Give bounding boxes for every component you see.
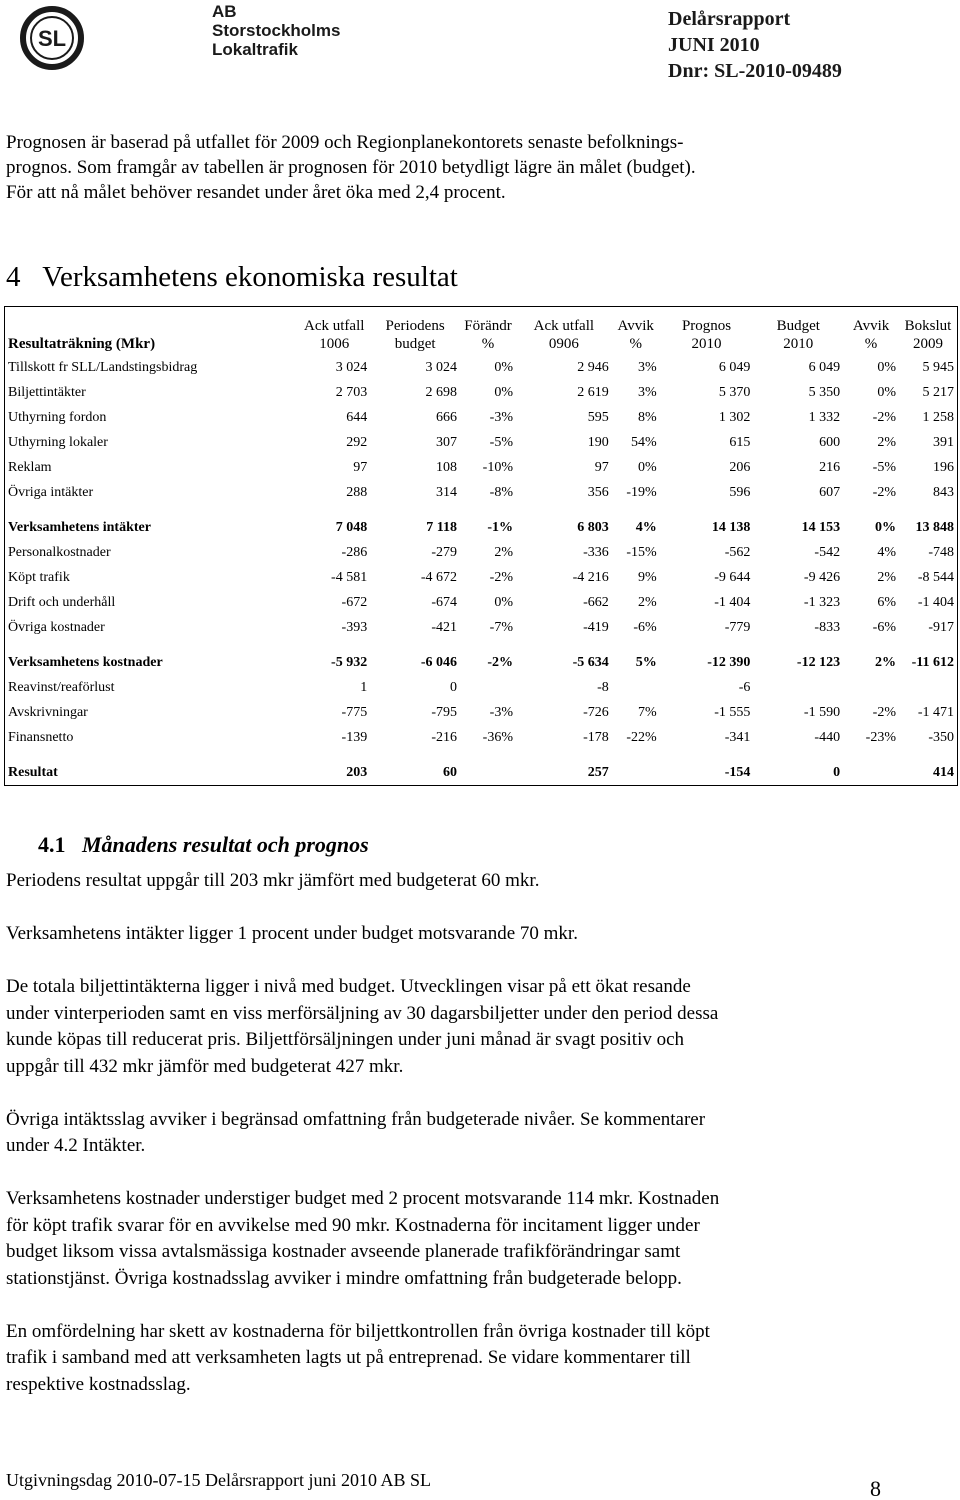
cell-value: -775: [341, 704, 368, 720]
cell-value: -779: [724, 619, 751, 635]
cell-value: 3%: [638, 359, 657, 375]
cell-value: 5 350: [808, 384, 841, 400]
paragraph: Verksamhetens kostnader understiger budget med 2 procent motsvarande 114 mkr. Kostnaden för köpt trafik svarar för en avvikelse med 90 mkr. Kostnaderna för incitament ligger under budget liksom vissa avtalsmässiga kostnader avseende planerade trafikförändringar samt stationstjänst. Övriga kostnadsslag avviker i mindre omfattning från budgeterade belopp.: [6, 1188, 720, 1289]
sl-logo-icon: [20, 6, 84, 70]
cell-value: -12 390: [707, 654, 751, 670]
column-header: Avvik %: [852, 318, 890, 352]
section-number: 4: [6, 261, 21, 293]
cell-value: 4%: [877, 544, 896, 560]
cell-value: -3%: [489, 409, 513, 425]
report-info: [668, 6, 842, 84]
cell-value: [460, 675, 516, 700]
cell-value: [612, 675, 660, 700]
cell-value: 97: [594, 459, 609, 475]
cell-value: 1 302: [718, 409, 751, 425]
cell-value: 6 049: [808, 359, 841, 375]
cell-value: 2%: [877, 434, 896, 450]
cell-value: 2%: [877, 569, 896, 585]
cell-value: 2 619: [577, 384, 609, 400]
footer-text: Utgivningsdag 2010-07-15 Delårsrapport juni 2010 AB SL: [6, 1470, 431, 1490]
table-row: [5, 565, 957, 590]
cell-value: 7 048: [335, 519, 368, 535]
cell-value: 0%: [874, 519, 896, 535]
cell-value: -139: [341, 729, 368, 745]
table-row: [5, 590, 957, 615]
cell-value: 0: [450, 679, 458, 695]
cell-value: -1 404: [714, 594, 751, 610]
cell-value: 2 703: [335, 384, 368, 400]
column-header: Ack utfall 0906: [533, 318, 595, 352]
cell-value: 414: [933, 764, 954, 780]
cell-value: 0%: [494, 359, 513, 375]
cell-value: 391: [933, 434, 954, 450]
row-label: Biljettintäkter: [8, 384, 86, 400]
cell-value: 13 848: [915, 519, 954, 535]
cell-value: 288: [346, 484, 368, 500]
row-label: Verksamhetens intäkter: [8, 519, 151, 535]
cell-value: -9 644: [714, 569, 751, 585]
cell-value: 5 370: [718, 384, 751, 400]
row-label: Finansnetto: [8, 729, 74, 745]
body-text: [6, 868, 956, 1425]
cell-value: -6: [738, 679, 751, 695]
cell-value: 196: [933, 459, 954, 475]
cell-value: 5 945: [922, 359, 954, 375]
cell-value: -216: [431, 729, 458, 745]
cell-value: 0%: [877, 359, 896, 375]
cell-value: -5%: [489, 434, 513, 450]
cell-value: -440: [814, 729, 841, 745]
cell-value: -4 216: [572, 569, 609, 585]
row-label: Uthyrning fordon: [8, 409, 107, 425]
cell-value: 203: [346, 764, 368, 780]
total-row: [5, 760, 957, 785]
cell-value: -833: [814, 619, 841, 635]
cell-value: -421: [431, 619, 458, 635]
cell-value: 2 698: [425, 384, 458, 400]
cell-value: 257: [587, 764, 609, 780]
cell-value: 356: [587, 484, 609, 500]
cell-value: 4%: [635, 519, 657, 535]
cell-value: 644: [346, 409, 368, 425]
cell-value: 2%: [874, 654, 896, 670]
column-header: Ack utfall 1006: [304, 318, 365, 352]
cell-value: -393: [341, 619, 368, 635]
cell-value: 1 332: [808, 409, 841, 425]
cell-value: -279: [431, 544, 458, 560]
subsection-number: 4.1: [38, 832, 66, 857]
spacer-row: [5, 640, 957, 650]
cell-value: -11 612: [911, 654, 954, 670]
company-name: AB Storstockholms Lokaltrafik: [212, 2, 341, 59]
cell-value: 607: [819, 484, 841, 500]
spacer-row: [5, 750, 957, 760]
table-header-row: [5, 307, 957, 355]
row-label: Övriga intäkter: [8, 484, 94, 500]
table-row: [5, 700, 957, 725]
row-label: Uthyrning lokaler: [8, 434, 108, 450]
cell-value: -341: [724, 729, 751, 745]
table-row: [5, 675, 957, 700]
cell-value: [753, 675, 843, 700]
column-header: Periodens budget: [385, 318, 445, 352]
cell-value: 5%: [635, 654, 657, 670]
cell-value: -22%: [626, 729, 657, 745]
total-row: [5, 650, 957, 675]
row-label: Reklam: [8, 459, 52, 475]
cell-value: -1 590: [803, 704, 841, 720]
cell-value: 97: [353, 459, 368, 475]
cell-value: 595: [587, 409, 609, 425]
cell-value: -15%: [626, 544, 657, 560]
cell-value: 596: [729, 484, 751, 500]
subsection-title: Månadens resultat och prognos: [82, 832, 369, 857]
table-row: [5, 480, 957, 505]
total-row: [5, 515, 957, 540]
cell-value: 108: [436, 459, 458, 475]
cell-value: [843, 675, 899, 700]
cell-value: [612, 760, 660, 785]
row-label: Tillskott fr SLL/Landstingsbidrag: [8, 359, 198, 375]
table-row: [5, 430, 957, 455]
cell-value: [899, 675, 957, 700]
cell-value: -419: [583, 619, 609, 635]
income-statement-table: [4, 306, 958, 786]
table-row: [5, 615, 957, 640]
column-header: Bokslut 2009: [904, 318, 952, 352]
cell-value: 54%: [631, 434, 657, 450]
cell-value: -12 123: [796, 654, 841, 670]
cell-value: 7%: [638, 704, 657, 720]
paragraph: Verksamhetens intäkter ligger 1 procent under budget motsvarande 70 mkr.: [6, 923, 578, 944]
cell-value: 314: [436, 484, 458, 500]
cell-value: 307: [436, 434, 458, 450]
cell-value: 615: [729, 434, 751, 450]
cell-value: [843, 760, 899, 785]
cell-value: 216: [819, 459, 841, 475]
cell-value: 14 138: [711, 519, 751, 535]
section-title: Verksamhetens ekonomiska resultat: [42, 261, 458, 293]
cell-value: -8: [597, 679, 609, 695]
cell-value: -662: [583, 594, 609, 610]
row-label: Resultat: [8, 764, 58, 780]
table-row: [5, 725, 957, 750]
column-header: Avvik %: [617, 318, 654, 352]
cell-value: 14 153: [801, 519, 841, 535]
cell-value: -5%: [872, 459, 896, 475]
cell-value: -1 323: [803, 594, 841, 610]
cell-value: -795: [431, 704, 458, 720]
cell-value: -9 426: [803, 569, 841, 585]
cell-value: 0%: [638, 459, 657, 475]
cell-value: 292: [346, 434, 368, 450]
page-number: 8: [870, 1476, 881, 1500]
label-column-header: Resultaträkning (Mkr): [8, 336, 156, 352]
cell-value: 0%: [494, 594, 513, 610]
cell-value: 3 024: [425, 359, 458, 375]
cell-value: -350: [928, 729, 954, 745]
report-dnr: Dnr: SL-2010-09489: [668, 60, 842, 82]
table-row: [5, 380, 957, 405]
cell-value: 843: [933, 484, 954, 500]
paragraph: De totala biljettintäkterna ligger i nivå med budget. Utvecklingen visar på ett ökat resande under vinterperioden samt en viss merförsäljning av 30 dagarsbiljetter under den period dessa kunde köpas till reducerat pris. Biljettförsäljningen under juni månad är svagt positiv och uppgår till 432 mkr jämför med budgeterat 427 mkr.: [6, 976, 719, 1077]
table-row: [5, 540, 957, 565]
row-label: Övriga kostnader: [8, 619, 105, 635]
cell-value: -1 555: [714, 704, 751, 720]
cell-value: -2%: [872, 484, 896, 500]
cell-value: -2%: [487, 654, 513, 670]
cell-value: 0%: [877, 384, 896, 400]
cell-value: 3 024: [335, 359, 368, 375]
cell-value: -286: [341, 544, 368, 560]
cell-value: -6%: [633, 619, 657, 635]
cell-value: -7%: [489, 619, 513, 635]
cell-value: -3%: [489, 704, 513, 720]
cell-value: 3%: [638, 384, 657, 400]
section-heading: [6, 260, 458, 294]
cell-value: -5 932: [331, 654, 368, 670]
cell-value: 6%: [877, 594, 896, 610]
page-header: [0, 0, 960, 100]
cell-value: 9%: [638, 569, 657, 585]
report-period: JUNI 2010: [668, 34, 760, 56]
cell-value: 190: [587, 434, 609, 450]
cell-value: -154: [724, 764, 751, 780]
cell-value: -562: [724, 544, 751, 560]
spacer-row: [5, 505, 957, 515]
logo-letters: SL: [37, 26, 67, 51]
cell-value: -178: [583, 729, 609, 745]
cell-value: 2%: [494, 544, 513, 560]
cell-value: 8%: [638, 409, 657, 425]
cell-value: 60: [443, 764, 458, 780]
paragraph: Periodens resultat uppgår till 203 mkr jämfört med budgeterat 60 mkr.: [6, 870, 540, 891]
cell-value: -336: [583, 544, 609, 560]
cell-value: -8 544: [917, 569, 954, 585]
report-type: Delårsrapport: [668, 8, 791, 30]
intro-paragraph: Prognosen är baserad på utfallet för 2009 och Regionplanekontorets senaste befolknings- prognos. Som framgår av tabellen är prognosen för 2010 betydligt lägre än målet (budget). För att nå målet behöver resandet under året öka med 2,4 procent.: [6, 132, 696, 203]
row-label: Verksamhetens kostnader: [8, 654, 163, 670]
cell-value: 1: [360, 679, 368, 695]
paragraph: En omfördelning har skett av kostnaderna för biljettkontrollen från övriga kostnader till köpt trafik i samband med att verksamheten lagts ut på entreprenad. Se vidare kommentarer till respektive kostnadsslag.: [6, 1320, 710, 1395]
cell-value: -542: [814, 544, 841, 560]
table-row: [5, 355, 957, 380]
cell-value: -726: [583, 704, 609, 720]
column-header: Budget 2010: [776, 318, 820, 352]
column-header: Prognos 2010: [681, 318, 732, 352]
row-label: Personalkostnader: [8, 544, 111, 560]
cell-value: -19%: [626, 484, 657, 500]
column-header: Förändr %: [464, 318, 512, 352]
cell-value: 666: [436, 409, 458, 425]
cell-value: 0: [833, 764, 841, 780]
cell-value: -1%: [487, 519, 513, 535]
paragraph: Övriga intäktsslag avviker i begränsad omfattning från budgeterade nivåer. Se kommentarer under 4.2 Intäkter.: [6, 1108, 706, 1156]
row-label: Reavinst/reaförlust: [8, 679, 115, 695]
cell-value: -917: [928, 619, 954, 635]
table-row: [5, 405, 957, 430]
cell-value: -1 404: [917, 594, 954, 610]
cell-value: 6 049: [718, 359, 751, 375]
cell-value: -748: [928, 544, 954, 560]
table-row: [5, 455, 957, 480]
cell-value: -4 581: [331, 569, 368, 585]
cell-value: -1 471: [917, 704, 954, 720]
cell-value: 2%: [638, 594, 657, 610]
cell-value: 5 217: [922, 384, 954, 400]
cell-value: -5 634: [572, 654, 609, 670]
cell-value: 6 803: [577, 519, 609, 535]
cell-value: 206: [729, 459, 751, 475]
cell-value: -672: [341, 594, 368, 610]
cell-value: 7 118: [426, 519, 458, 535]
row-label: Avskrivningar: [8, 704, 88, 720]
cell-value: -674: [431, 594, 458, 610]
cell-value: -36%: [482, 729, 513, 745]
cell-value: -10%: [482, 459, 513, 475]
cell-value: 0%: [494, 384, 513, 400]
cell-value: 2 946: [577, 359, 609, 375]
row-label: Köpt trafik: [8, 569, 70, 585]
cell-value: -2%: [489, 569, 513, 585]
cell-value: [460, 760, 516, 785]
cell-value: -4 672: [420, 569, 458, 585]
subsection-heading: [38, 832, 369, 858]
cell-value: -6%: [872, 619, 896, 635]
cell-value: -8%: [489, 484, 513, 500]
cell-value: 600: [819, 434, 841, 450]
cell-value: -2%: [872, 704, 896, 720]
cell-value: 1 258: [922, 409, 954, 425]
row-label: Drift och underhåll: [8, 594, 116, 610]
cell-value: -2%: [872, 409, 896, 425]
cell-value: -6 046: [420, 654, 458, 670]
cell-value: -23%: [865, 729, 896, 745]
